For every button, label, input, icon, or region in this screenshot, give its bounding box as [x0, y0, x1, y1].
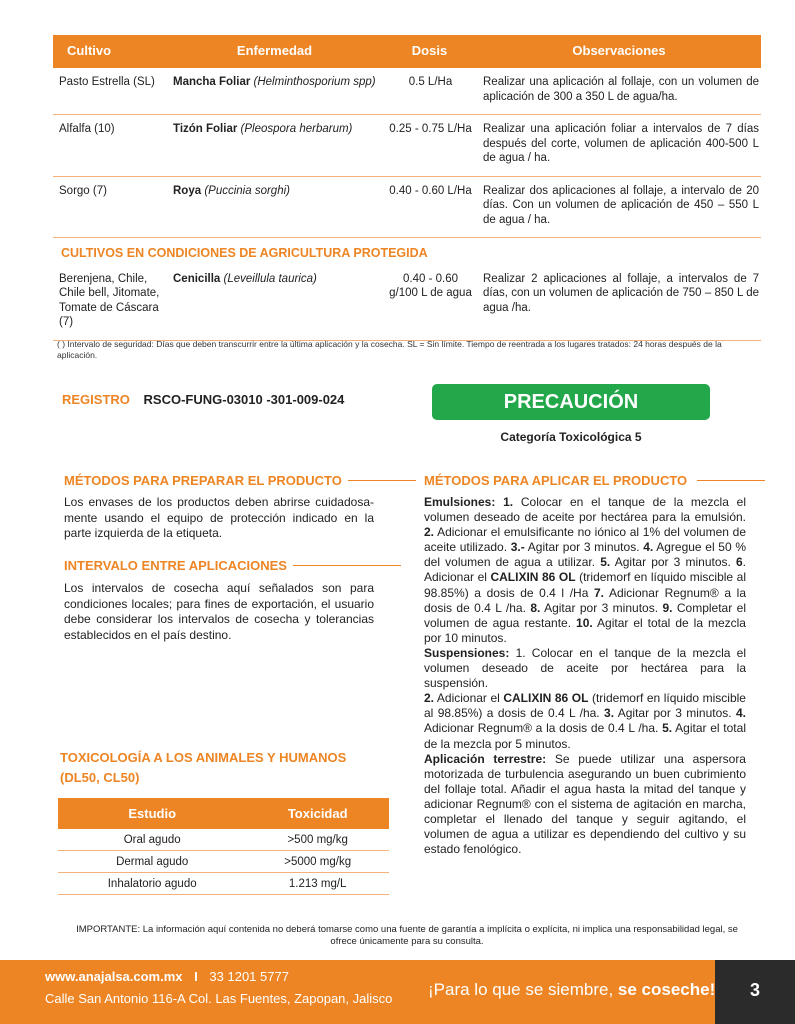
- text-segment: (tridemorf en líquido miscible al 98.85%) a dosis de 0.4 l /Ha: [424, 570, 746, 600]
- text-segment: Adicionar el emulsificante no iónico al 1% del volumen de aceite utilizado.: [424, 525, 746, 555]
- disease-name: Tizón Foliar: [173, 123, 238, 135]
- text-segment: 9.: [662, 600, 673, 615]
- intervalo-title: INTERVALO ENTRE APLICACIONES: [64, 558, 287, 573]
- toxic-category: Categoría Toxicológica 5: [500, 430, 642, 444]
- cell: Dermal agudo: [58, 851, 246, 873]
- text-segment: 1. Colocar en el tanque de la mezcla el volumen deseado de aceite por hectárea para la suspensión.: [424, 645, 746, 691]
- table-row: [58, 873, 389, 895]
- text-segment: CALIXIN 86 OL: [490, 570, 576, 585]
- text-segment: 4.: [735, 706, 746, 721]
- text-segment: 4.: [643, 540, 654, 555]
- tox-title: TOXICOLOGÍA A LOS ANIMALES Y HUMANOS: [60, 750, 347, 765]
- text-segment: Agitar por 3 minutos.: [524, 540, 644, 555]
- text-segment: 3.: [604, 706, 615, 721]
- text-segment: CALIXIN 86 OL: [503, 691, 589, 706]
- text-segment: Emulsiones: 1.: [424, 495, 514, 509]
- text-segment: Adicionar Regnum® a la dosis de 0.4 L /ha.: [424, 585, 746, 615]
- crop: Pasto Estrella (SL): [53, 68, 167, 115]
- cell: >500 mg/kg: [246, 829, 389, 851]
- col-observaciones: Observaciones: [477, 35, 761, 68]
- page-number: 3: [715, 960, 795, 1024]
- table-row: [58, 829, 389, 851]
- table-row: [58, 851, 389, 873]
- intervalo-text: Los intervalos de cosecha aquí señalados son para condiciones locales; para fines de exportación, el usuario debe considerar los intervalos de cosecha y tolerancias establecidos en el país destino.: [64, 581, 374, 642]
- slogan-bold: se coseche!: [617, 980, 716, 999]
- cell: >5000 mg/kg: [246, 851, 389, 873]
- disease: [167, 176, 382, 238]
- address: Calle San Antonio 116-A Col. Las Fuentes, Zapopan, Jalisco: [45, 991, 393, 1006]
- text-segment: Agitar por 3 minutos.: [614, 706, 736, 721]
- crop: Sorgo (7): [53, 176, 167, 238]
- footer-contact: [45, 969, 289, 984]
- observations: Realizar 2 aplicaciones al follaje, a intervalos de 7 días, con un volumen de aplicación de 750 – 850 L de agua /ha.: [477, 265, 761, 341]
- disease-name: Cenicilla: [173, 272, 221, 285]
- text-segment: Agregue el 50 % del volumen de agua a utilizar.: [424, 540, 746, 570]
- col-cultivo: Cultivo: [53, 35, 167, 68]
- dose: 0.40 - 0.60 L/Ha: [382, 176, 477, 238]
- aplicar-heading: [424, 473, 765, 488]
- text-segment: 6: [735, 555, 743, 570]
- text-segment: 2.: [424, 691, 435, 706]
- text-segment: 10.: [576, 615, 593, 630]
- table-row: [53, 68, 761, 115]
- section-row: [53, 238, 761, 265]
- dose: 0.40 - 0.60 g/100 L de agua: [382, 265, 477, 341]
- disease-name: Roya: [173, 184, 202, 197]
- divider: [348, 480, 416, 481]
- table-row: [53, 176, 761, 238]
- observations: Realizar dos aplicaciones al follaje, a intervalo de 20 días. Con un volumen de aplicación de 450 – 550 L de agua / ha.: [477, 176, 761, 238]
- tox-heading: [60, 750, 346, 765]
- pathogen: (Puccinia sorghi): [204, 184, 290, 197]
- observations: Realizar una aplicación foliar a intervalos de 7 días después del corte, volumen de aplicación 400-500 L de agua / ha.: [477, 115, 761, 177]
- table-row: [53, 115, 761, 177]
- text-segment: Agitar el total de la mezcla por 10 minutos.: [424, 615, 746, 645]
- disease-name: Mancha Foliar: [173, 76, 251, 88]
- text-segment: (tridemorf en líquido miscible al 98.85%) a dosis de 0.4 L /ha.: [424, 691, 746, 721]
- text-segment: 5.: [662, 721, 673, 736]
- tox-subtitle: (DL50, CL50): [60, 770, 140, 785]
- observations: Realizar una aplicación al follaje, con un volumen de aplicación de 300 a 350 L de agua/ha.: [477, 68, 761, 115]
- registro: [62, 392, 344, 407]
- cell: Oral agudo: [58, 829, 246, 851]
- text-segment: Aplicación terrestre:: [424, 751, 547, 766]
- text-segment: Suspensiones:: [424, 645, 510, 660]
- precaucion-badge: PRECAUCIÓN: [432, 384, 710, 420]
- aplicar-text: [424, 495, 746, 857]
- paragraph: [424, 691, 746, 751]
- preparar-text: Los envases de los productos deben abrirse cuidadosa-mente usando el equipo de protección indicado en la parte izquierda de la etiqueta.: [64, 495, 374, 540]
- cell: 1.213 mg/L: [246, 873, 389, 895]
- pathogen: (Pleospora herbarum): [240, 123, 353, 135]
- dose: 0.25 - 0.75 L/Ha: [382, 115, 477, 177]
- col-toxicidad: Toxicidad: [246, 798, 389, 829]
- divider: [293, 565, 401, 566]
- preparar-heading: [64, 473, 416, 488]
- text-segment: 5.: [600, 555, 611, 570]
- slogan-text: ¡Para lo que se siembre,: [428, 980, 618, 999]
- disease: [167, 68, 382, 115]
- text-segment: . Adicionar el: [424, 555, 746, 585]
- text-segment: Adicionar Regnum® a la dosis de 0.4 L /ha.: [424, 721, 663, 736]
- intervalo-heading: [64, 558, 401, 573]
- separator: I: [194, 969, 198, 984]
- dose: 0.5 L/Ha: [382, 68, 477, 115]
- disease: [167, 115, 382, 177]
- divider: [697, 480, 765, 481]
- text-segment: 2.: [424, 525, 435, 540]
- table-row: [53, 265, 761, 341]
- text-segment: Agitar por 3 minutos.: [610, 555, 736, 570]
- text-segment: Agitar el total de la mezcla por 5 minutos.: [424, 721, 746, 751]
- cell: Inhalatorio agudo: [58, 873, 246, 895]
- text-segment: Se puede utilizar una aspersora motorizada de turbulencia asegurando un buen cubrimiento del follaje total. Añadir el agua hasta la mitad del tanque y adicionar Regnum® con el sistema de agitación en marcha, completar el llenado del tanque y seguir agitando, el volumen de agua a utilizar es dependiendo del cultivo y su estado fenológico.: [424, 751, 746, 857]
- registro-value: RSCO-FUNG-03010 -301-009-024: [143, 392, 345, 407]
- dosage-table: [53, 35, 761, 341]
- col-enfermedad: Enfermedad: [167, 35, 382, 68]
- pathogen: (Leveillula taurica): [223, 272, 317, 285]
- paragraph: [424, 752, 746, 858]
- text-segment: 7.: [593, 585, 604, 600]
- text-segment: Completar el volumen de agua restante.: [424, 600, 746, 630]
- importante-note: IMPORTANTE: La información aquí contenida no deberá tomarse como una fuente de garantía a implícita o explícita, ni implica una responsabilidad legal, se ofrece únicamente para su consulta.: [76, 924, 738, 947]
- paragraph: [424, 495, 746, 646]
- col-estudio: Estudio: [58, 798, 246, 829]
- footer: [0, 960, 795, 1024]
- text-segment: 8.: [530, 600, 541, 615]
- registro-label: REGISTRO: [62, 392, 130, 407]
- toxicity-table: [58, 798, 389, 895]
- table-note: ( ) Intervalo de seguridad: Días que deben transcurrir entre la última aplicación y la cosecha. SL = Sin límite. Tiempo de reentrada a los lugares tratados: 24 horas después de la aplicación.: [57, 339, 722, 360]
- disease: [167, 265, 382, 341]
- crop: Berenjena, Chile, Chile bell, Jitomate, Tomate de Cáscara (7): [53, 265, 167, 341]
- paragraph: [424, 646, 746, 691]
- text-segment: Colocar en el tanque de la mezcla el volumen deseado de aceite por hectárea para la emulsión.: [424, 495, 746, 525]
- aplicar-title: MÉTODOS PARA APLICAR EL PRODUCTO: [424, 473, 688, 488]
- section-title: CULTIVOS EN CONDICIONES DE AGRICULTURA PROTEGIDA: [61, 246, 428, 260]
- pathogen: (Helminthosporium spp): [253, 76, 376, 88]
- col-dosis: Dosis: [382, 35, 477, 68]
- text-segment: Agitar por 3 minutos.: [540, 600, 663, 615]
- preparar-title: MÉTODOS PARA PREPARAR EL PRODUCTO: [64, 473, 342, 488]
- phone: 33 1201 5777: [209, 969, 289, 984]
- text-segment: Adicionar el: [434, 691, 504, 706]
- website-link[interactable]: www.anajalsa.com.mx: [45, 969, 183, 984]
- slogan: [428, 980, 715, 1000]
- text-segment: 3.-: [510, 540, 525, 555]
- crop: Alfalfa (10): [53, 115, 167, 177]
